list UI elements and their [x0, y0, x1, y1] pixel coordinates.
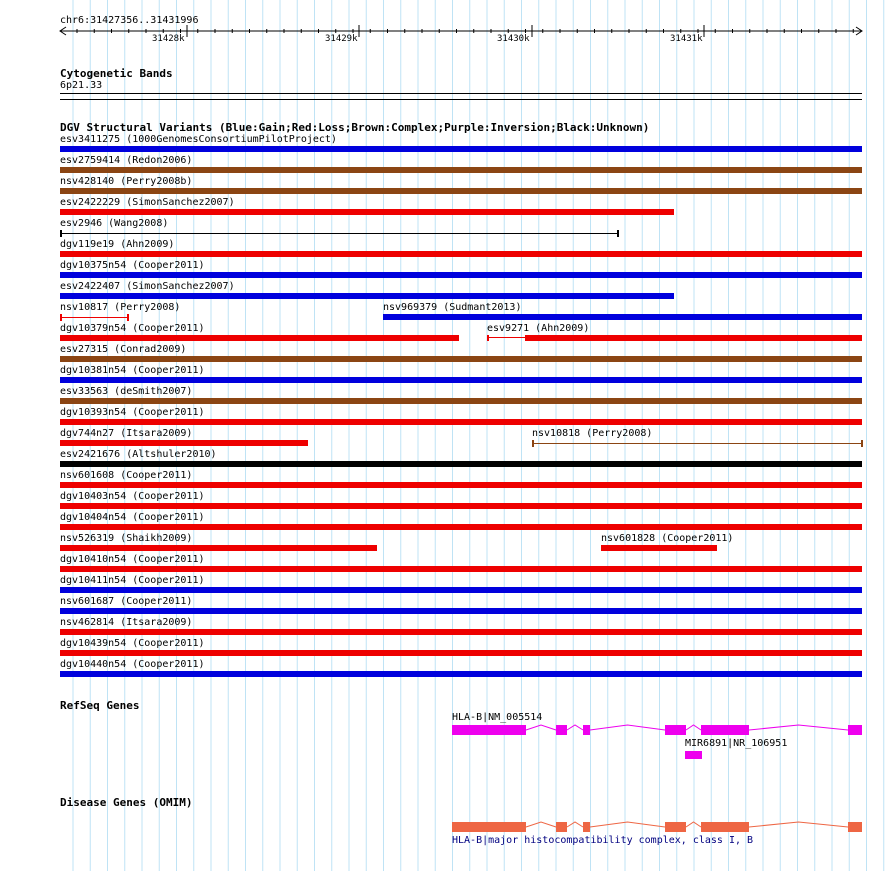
variant-label[interactable]: nsv601608 (Cooper2011): [60, 470, 193, 481]
variant-label[interactable]: dgv10440n54 (Cooper2011): [60, 659, 205, 670]
tick-label: 31428k: [152, 34, 185, 44]
cytoband-label: 6p21.33: [60, 80, 103, 91]
cytoband-track-title[interactable]: Cytogenetic Bands: [60, 67, 173, 80]
variant-label[interactable]: dgv10403n54 (Cooper2011): [60, 491, 205, 502]
variant-label[interactable]: esv3411275 (1000GenomesConsortiumPilotProject): [60, 134, 337, 145]
exon: [701, 822, 749, 832]
variant-label[interactable]: esv2422407 (SimonSanchez2007): [60, 281, 235, 292]
variant-label[interactable]: esv9271 (Ahn2009): [487, 323, 590, 334]
intron: [567, 822, 583, 827]
variant-label[interactable]: dgv744n27 (Itsara2009): [60, 428, 193, 439]
variant-label[interactable]: nsv526319 (Shaikh2009): [60, 533, 193, 544]
variant-label[interactable]: nsv10818 (Perry2008): [532, 428, 653, 439]
variant-label[interactable]: esv2759414 (Redon2006): [60, 155, 193, 166]
coordinate-label: chr6:31427356..31431996: [60, 15, 199, 26]
exon: [665, 822, 686, 832]
intron: [749, 822, 848, 827]
refseq-mirna-label[interactable]: MIR6891|NR_106951: [685, 738, 788, 749]
omim-track-title[interactable]: Disease Genes (OMIM): [60, 796, 193, 809]
intron: [686, 822, 701, 827]
variant-label[interactable]: dgv10410n54 (Cooper2011): [60, 554, 205, 565]
variant-label[interactable]: dgv119e19 (Ahn2009): [60, 239, 175, 250]
exon: [848, 822, 862, 832]
dgv-track-title[interactable]: DGV Structural Variants (Blue:Gain;Red:Loss;Brown:Complex;Purple:Inversion;Black:Unknown): [60, 121, 650, 134]
variant-label[interactable]: nsv428140 (Perry2008b): [60, 176, 193, 187]
variant-label[interactable]: esv27315 (Conrad2009): [60, 344, 187, 355]
variant-label[interactable]: dgv10379n54 (Cooper2011): [60, 323, 205, 334]
variant-label[interactable]: esv2946 (Wang2008): [60, 218, 169, 229]
intron: [526, 822, 556, 827]
variant-label[interactable]: esv33563 (deSmith2007): [60, 386, 193, 397]
variant-label[interactable]: nsv601828 (Cooper2011): [601, 533, 734, 544]
variant-label[interactable]: dgv10439n54 (Cooper2011): [60, 638, 205, 649]
refseq-track-title[interactable]: RefSeq Genes: [60, 699, 140, 712]
variant-label[interactable]: nsv462814 (Itsara2009): [60, 617, 193, 628]
intron: [590, 822, 665, 827]
variant-label[interactable]: dgv10404n54 (Cooper2011): [60, 512, 205, 523]
omim-gene-label[interactable]: HLA-B|major histocompatibility complex, class I, B: [452, 835, 754, 846]
variant-label[interactable]: esv2421676 (Altshuler2010): [60, 449, 217, 460]
tick-label: 31431k: [670, 34, 703, 44]
variant-label[interactable]: nsv10817 (Perry2008): [60, 302, 181, 313]
refseq-gene-label[interactable]: HLA-B|NM_005514: [452, 712, 543, 723]
variant-label[interactable]: nsv969379 (Sudmant2013): [383, 302, 522, 313]
tick-label: 31429k: [325, 34, 358, 44]
variant-label[interactable]: dgv10411n54 (Cooper2011): [60, 575, 205, 586]
exon: [452, 822, 526, 832]
variant-label[interactable]: esv2422229 (SimonSanchez2007): [60, 197, 235, 208]
exon: [556, 822, 567, 832]
exon: [583, 822, 590, 832]
variant-label[interactable]: nsv601687 (Cooper2011): [60, 596, 193, 607]
variant-label[interactable]: dgv10381n54 (Cooper2011): [60, 365, 205, 376]
variant-label[interactable]: dgv10375n54 (Cooper2011): [60, 260, 205, 271]
tick-label: 31430k: [497, 34, 530, 44]
variant-label[interactable]: dgv10393n54 (Cooper2011): [60, 407, 205, 418]
